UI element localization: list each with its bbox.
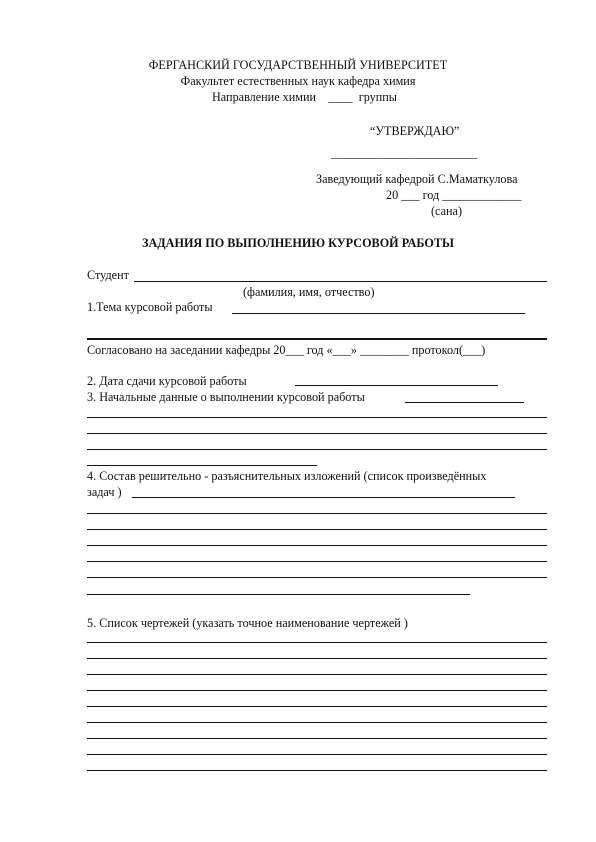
direction-label: Направление химии xyxy=(212,90,317,104)
agreed-line: Согласовано на заседании кафедры 20___ год «___» ________ протокол(___) xyxy=(87,343,486,357)
composition-label-2: задач ) xyxy=(87,485,122,499)
composition-line-5[interactable] xyxy=(87,577,547,578)
drawings-line-4[interactable] xyxy=(87,690,547,691)
initial-data-line-1[interactable] xyxy=(87,417,547,418)
drawings-label: 5. Список чертежей (указать точное наименование чертежей ) xyxy=(87,616,408,630)
initial-data-line-3[interactable] xyxy=(87,449,547,450)
faculty-line: Факультет естественных наук кафедра химия xyxy=(180,74,416,88)
drawings-line-1[interactable] xyxy=(87,642,547,643)
composition-line-4[interactable] xyxy=(87,561,547,562)
drawings-line-7[interactable] xyxy=(87,738,547,739)
composition-line-1[interactable] xyxy=(87,513,547,514)
group-blank[interactable]: ____ xyxy=(328,90,353,104)
deadline-line[interactable] xyxy=(295,385,498,386)
drawings-line-3[interactable] xyxy=(87,674,547,675)
initial-data-label: 3. Начальные данные о выполнении курсовой работы xyxy=(87,390,365,404)
drawings-line-8[interactable] xyxy=(87,754,547,755)
topic-line-2[interactable] xyxy=(87,338,547,340)
drawings-line-9[interactable] xyxy=(87,770,547,771)
drawings-line-6[interactable] xyxy=(87,722,547,723)
composition-line-0[interactable] xyxy=(132,497,515,498)
student-hint: (фамилия, имя, отчество) xyxy=(243,285,375,299)
composition-label-1: 4. Состав решительно - разъяснительных изложений (список произведённых xyxy=(87,469,487,483)
university-name: ФЕРГАНСКИЙ ГОСУДАРСТВЕННЫЙ УНИВЕРСИТЕТ xyxy=(148,58,448,72)
drawings-line-2[interactable] xyxy=(87,658,547,659)
deadline-label: 2. Дата сдачи курсовой работы xyxy=(87,374,247,388)
student-name-line[interactable] xyxy=(134,281,547,282)
initial-data-line-4[interactable] xyxy=(87,465,317,466)
topic-line[interactable] xyxy=(232,313,525,314)
direction-line xyxy=(212,90,397,104)
approve-label: “УТВЕРЖДАЮ” xyxy=(370,124,460,138)
composition-line-2[interactable] xyxy=(87,529,547,530)
document-title: ЗАДАНИЯ ПО ВЫПОЛНЕНИЮ КУРСОВОЙ РАБОТЫ xyxy=(142,236,454,250)
drawings-line-5[interactable] xyxy=(87,706,547,707)
group-label: группы xyxy=(358,90,397,104)
initial-data-line-0[interactable] xyxy=(405,402,524,403)
composition-line-3[interactable] xyxy=(87,545,547,546)
head-of-dept: Заведующий кафедрой С.Маматкулова xyxy=(316,172,518,186)
composition-line-6[interactable] xyxy=(87,594,470,595)
topic-label: 1.Тема курсовой работы xyxy=(87,300,213,314)
student-label: Студент xyxy=(87,268,129,282)
date-hint: (сана) xyxy=(431,204,463,218)
year-line[interactable]: 20 ___ год _____________ xyxy=(386,188,522,202)
signature-line[interactable]: ________________________ xyxy=(331,146,478,160)
initial-data-line-2[interactable] xyxy=(87,433,547,434)
